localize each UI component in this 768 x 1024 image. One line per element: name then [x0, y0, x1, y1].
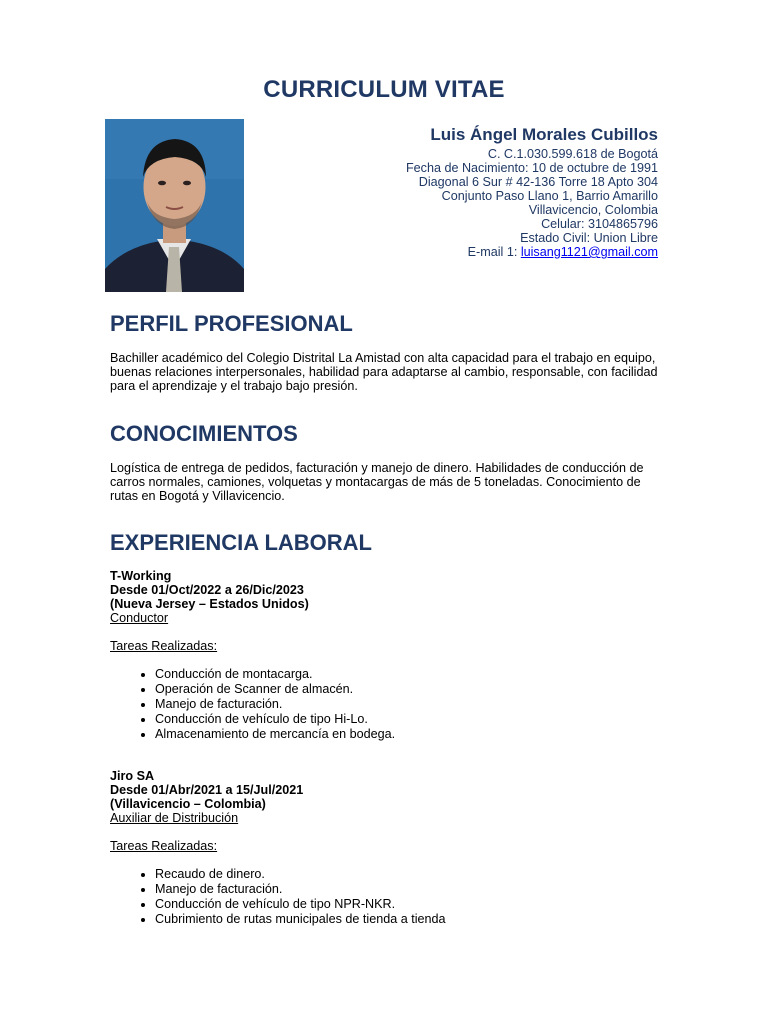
job-entry	[110, 569, 395, 742]
section-heading-experiencia: EXPERIENCIA LABORAL	[110, 530, 372, 555]
job-location: (Nueva Jersey – Estados Unidos)	[110, 597, 309, 611]
id-number: C. C.1.030.599.618 de Bogotá	[487, 147, 658, 161]
task-list	[110, 667, 395, 742]
task-item: • Conducción de vehículo de tipo Hi-Lo.	[155, 712, 395, 727]
job-dates: Desde 01/Oct/2022 a 26/Dic/2023	[110, 583, 304, 597]
task-item: • Cubrimiento de rutas municipales de tienda a tienda	[155, 912, 446, 927]
address-line-1: Diagonal 6 Sur # 42-136 Torre 18 Apto 304	[418, 175, 658, 189]
task-item: • Manejo de facturación.	[155, 882, 446, 897]
job-dates: Desde 01/Abr/2021 a 15/Jul/2021	[110, 783, 304, 797]
birth-date: Fecha de Nacimiento: 10 de octubre de 1991	[405, 161, 658, 175]
profile-photo	[105, 119, 244, 292]
job-company: Jiro SA	[110, 769, 155, 783]
job-entry	[110, 769, 446, 927]
job-location: (Villavicencio – Colombia)	[110, 797, 266, 811]
job-company: T-Working	[110, 569, 172, 583]
candidate-name: Luis Ángel Morales Cubillos	[430, 125, 658, 144]
city-country: Villavicencio, Colombia	[528, 203, 658, 217]
section-heading-perfil: PERFIL PROFESIONAL	[110, 311, 353, 336]
email-link[interactable]: luisang1121@gmail.com	[520, 245, 658, 259]
phone: Celular: 3104865796	[541, 217, 658, 231]
document-title: CURRICULUM VITAE	[263, 76, 505, 103]
task-item: • Operación de Scanner de almacén.	[155, 682, 395, 697]
email-row	[406, 245, 658, 259]
task-item: • Almacenamiento de mercancía en bodega.	[155, 727, 395, 742]
task-list	[110, 867, 446, 927]
address-line-2: Conjunto Paso Llano 1, Barrio Amarillo	[441, 189, 658, 203]
perfil-text: Bachiller académico del Colegio Distrital La Amistad con alta capacidad para el trabajo en equipo, buenas relaciones interpersonales, habilidad para adaptarse al cambio, responsable, con facilidad para el aprendizaje y el trabajo bajo presión.	[110, 351, 658, 393]
email-label: E-mail 1:	[467, 245, 521, 259]
job-role: Conductor	[110, 611, 169, 625]
conocimientos-text: Logística de entrega de pedidos, facturación y manejo de dinero. Habilidades de conducción de carros normales, camiones, volquetas y montacargas de más de 5 toneladas. Conocimiento de rutas en Bogotá y Villavicencio.	[110, 461, 644, 503]
tasks-label: Tareas Realizadas:	[110, 839, 218, 853]
section-heading-conocimientos: CONOCIMIENTOS	[110, 421, 298, 446]
civil-status: Estado Civil: Union Libre	[520, 231, 658, 245]
task-item: • Manejo de facturación.	[155, 697, 395, 712]
tasks-label: Tareas Realizadas:	[110, 639, 218, 653]
task-item: • Conducción de vehículo de tipo NPR-NKR.	[155, 897, 446, 912]
task-item: • Recaudo de dinero.	[155, 867, 446, 882]
contact-block	[406, 125, 658, 259]
job-role: Auxiliar de Distribución	[110, 811, 239, 825]
task-item: • Conducción de montacarga.	[155, 667, 395, 682]
